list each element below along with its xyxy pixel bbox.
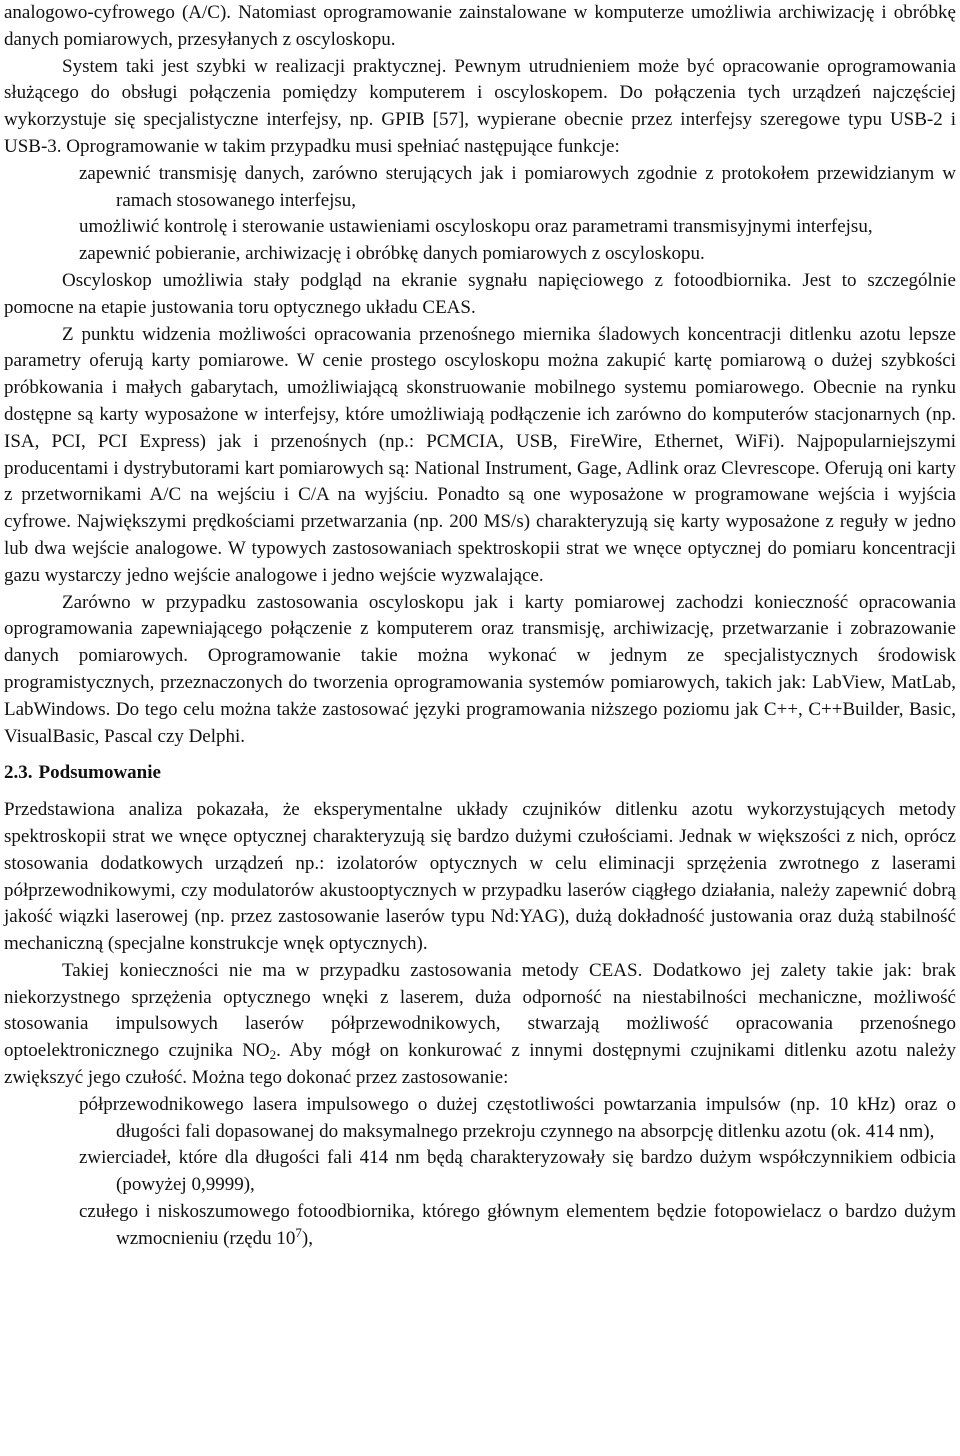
paragraph-system: System taki jest szybki w realizacji praktycznej. Pewnym utrudnieniem może być opracowanie oprogramowania służącego do obsługi połączenia pomiędzy komputerem i oscyloskopem. Do połączenia tych urządzeń najczęściej wykorzystuje się specjalistyczne interfejsy, np. GPIB [57], wypierane obecnie przez interfejsy szeregowe typu USB-2 i USB-3. Oprogramowanie w takim przypadku musi spełniać następujące funkcje: [4,55,956,157]
software-functions-list [4,161,956,268]
paragraph-ceas [4,958,956,1092]
paragraph-daq-cards: Z punktu widzenia możliwości opracowania przenośnego miernika śladowych koncentracji ditlenku azotu lepsze parametry oferują karty pomiarowe. W cenie prostego oscyloskopu można zakupić kartę pomiarową o dużej szybkości próbkowania i małych gabarytach, umożliwiającą skonstruowanie mobilnego systemu pomiarowego. Obecnie na rynku dostępne są karty wyposażone w interfejsy, które umożliwiają podłączenie ich zarówno do komputerów stacjonarnych (np. ISA, PCI, PCI Express) jak i przenośnych (np.: PCMCIA, USB, FireWire, Ethernet, WiFi). Najpopularniejszymi producentami i dystrybutorami kart pomiarowych są: National Instrument, Gage, Adlink oraz Clevrescope. Oferują oni karty z przetwornikami A/C na wejściu i C/A na wyjściu. Ponadto są one wyposażone w programowane wejścia i wyjścia cyfrowe. Największymi prędkościami przetwarzania (np. 200 MS/s) charakteryzują się karty wyposażone z reguły w jedno lub dwa wejście analogowe. W typowych zastosowaniach spektroskopii strat we wnęce optycznej do pomiaru koncentracji gazu wystarczy jedno wejście analogowe i jedno wejście wyzwalające. [4,323,956,586]
paragraph-summary: Przedstawiona analiza pokazała, że eksperymentalne układy czujników ditlenku azotu wykorzystujących metody spektroskopii strat we wnęce optycznej charakteryzują się bardzo dużymi czułościami. Jednak w większości z nich, oprócz stosowania dodatkowych urządzeń np.: izolatorów optycznych w celu eliminacji sprzężenia zwrotnego z laserami półprzewodnikowymi, czy modulatorów akustooptycznych w przypadku laserów ciągłego działania, należy zapewnić dobrą jakość wiązki laserowej (np. przez zastosowanie laserów typu Nd:YAG), dużą dokładność justowania oraz dużą stabilność mechaniczną (specjalne konstrukcje wnęk optycznych). [4,799,956,955]
list-item: umożliwić kontrolę i sterowanie ustawieniami oscyloskopu oraz parametrami transmisyjnymi interfejsu, [79,216,873,238]
paragraph-oscilloscope: Oscyloskop umożliwia stały podgląd na ekranie sygnału napięciowego z fotoodbiornika. Jest to szczególnie pomocne na etapie justowania toru optycznego układu CEAS. [4,269,956,318]
section-number: 2.3. [4,762,33,784]
paragraph-ceas-text-end: . Aby mógł on konkurować z innymi dostępnymi czujnikami ditlenku azotu należy zwiększyć jego czułość. Można tego dokonać przez zastosowanie: [4,1040,956,1089]
section-title: Podsumowanie [38,762,161,784]
paragraph-intro: analogowo-cyfrowego (A/C). Natomiast oprogramowanie zainstalowane w komputerze umożliwia archiwizację i obróbkę danych pomiarowych, przesyłanych z oscyloskopu. [4,2,956,50]
list-item [4,1092,956,1146]
list-item [4,1145,956,1199]
list-item-text: zwierciadeł, które dla długości fali 414 nm będą charakteryzowały się bardzo dużym współczynnikiem odbicia (powyżej 0,9999), [79,1147,956,1196]
paragraph-software: Zarówno w przypadku zastosowania oscyloskopu jak i karty pomiarowej zachodzi konieczność opracowania oprogramowania zapewniającego połączenie z komputerem oraz transmisję, archiwizację, przetwarzanie i zobrazowanie danych pomiarowych. Oprogramowanie takie można wykonać w jednym ze specjalistycznych środowisk programistycznych, przeznaczonych do tworzenia oprogramowania systemów pomiarowych, takich jak: LabView, MatLab, LabWindows. Do tego celu można także zastosować języki programowania niższego poziomu jak C++, C++Builder, Basic, VisualBasic, Pascal czy Delphi. [4,591,956,747]
list-item [4,1199,956,1253]
list-item-text: półprzewodnikowego lasera impulsowego o dużej częstotliwości powtarzania impulsów (np. 10 kHz) oraz o długości fali dopasowanej do maksymalnego przekroju czynnego na absorpcję ditlenku azotu (ok. 414 nm), [79,1093,956,1142]
exponent-superscript: 7 [295,1224,302,1240]
list-item: zapewnić transmisję danych, zarówno sterujących jak i pomiarowych zgodnie z protokołem przewidzianym w ramach stosowanego interfejsu, [79,162,956,211]
list-item-text-end: ), [301,1227,313,1249]
sensitivity-improvements-list [4,1092,956,1253]
list-item: zapewnić pobieranie, archiwizację i obróbkę danych pomiarowych z oscyloskopu. [79,243,705,265]
section-heading [4,760,956,787]
paragraph-ceas-text: Takiej konieczności nie ma w przypadku zastosowania metody CEAS. Dodatkowo jej zalety takie jak: brak niekorzystnego sprzężenia optycznego wnęki z laserem, duża odporność na niestabilności mechaniczne, możliwość stosowania impulsowych laserów półprzewodnikowych, stwarzają możliwość opracowania przenośnego optoelektronicznego czujnika NO [4,959,956,1062]
list-item-text: czułego i niskoszumowego fotoodbiornika, którego głównym elementem będzie fotopowielacz o bardzo dużym wzmocnieniu (rzędu 10 [79,1201,956,1249]
no2-subscript: 2 [269,1047,277,1063]
